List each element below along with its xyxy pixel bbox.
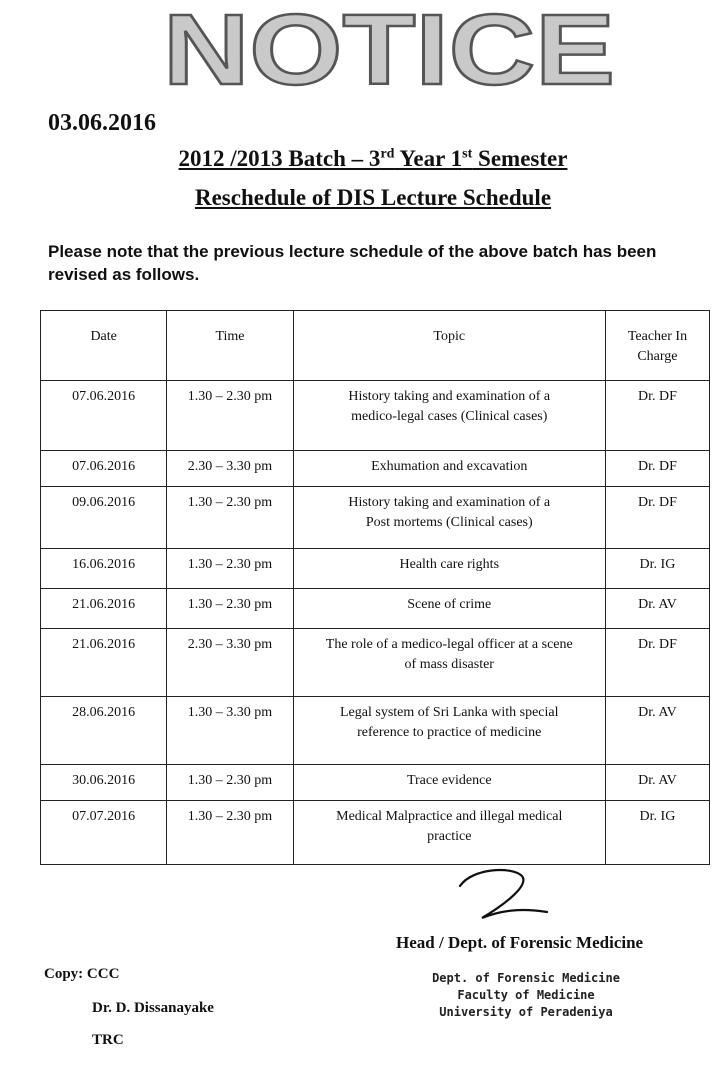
row-time	[167, 381, 293, 451]
row-topic	[293, 801, 605, 865]
row-date-text: 28.06.2016	[72, 705, 136, 720]
row-time-text: 1.30 – 2.30 pm	[187, 389, 273, 404]
row-time	[167, 801, 293, 865]
row-teacher	[605, 589, 709, 629]
row-teacher-text: Dr. AV	[638, 773, 677, 788]
header-teacher-line-2: Charge	[637, 349, 678, 364]
row-teacher-text: Dr. AV	[638, 705, 677, 720]
intro-line-2: revised as follows.	[48, 265, 200, 284]
row-date-text: 21.06.2016	[72, 597, 136, 612]
row-teacher	[605, 765, 709, 801]
copy-recipient-2: Dr. D. Dissanayake	[92, 1000, 214, 1016]
table-row	[41, 697, 710, 765]
row-topic	[293, 549, 605, 589]
table-row	[41, 451, 710, 487]
signature-mark	[452, 866, 562, 926]
row-teacher-text: Dr. DF	[637, 459, 677, 474]
stamp-line-3: University of Peradeniya	[439, 1005, 613, 1019]
copy-label: Copy: CCC	[44, 966, 120, 982]
batch-heading-text: 2012 /2013 Batch – 3	[178, 146, 381, 171]
row-date	[41, 451, 167, 487]
row-date	[41, 765, 167, 801]
row-topic	[293, 381, 605, 451]
row-time	[167, 487, 293, 549]
row-date-text: 09.06.2016	[72, 495, 136, 510]
row-teacher	[605, 697, 709, 765]
header-time: Time	[167, 311, 293, 381]
table-header-row	[41, 311, 710, 381]
row-teacher	[605, 451, 709, 487]
row-teacher	[605, 381, 709, 451]
header-date: Date	[41, 311, 167, 381]
heading-sup-rd: rd	[380, 146, 395, 162]
stamp-line-2: Faculty of Medicine	[457, 988, 595, 1002]
row-date	[41, 801, 167, 865]
row-date	[41, 549, 167, 589]
row-topic-line-1: History taking and examination of a	[348, 389, 551, 404]
row-teacher	[605, 629, 709, 697]
row-teacher-text: Dr. AV	[638, 597, 677, 612]
row-teacher-text: Dr. IG	[639, 809, 676, 824]
copy-recipient-3: TRC	[92, 1032, 124, 1048]
row-date	[41, 487, 167, 549]
row-topic	[293, 487, 605, 549]
row-topic-line-1: Health care rights	[399, 557, 500, 572]
lecture-schedule-table	[40, 310, 710, 865]
notice-banner	[158, 6, 620, 92]
row-time	[167, 549, 293, 589]
row-topic	[293, 765, 605, 801]
row-topic	[293, 697, 605, 765]
row-date-text: 07.07.2016	[72, 809, 136, 824]
row-date-text: 21.06.2016	[72, 637, 136, 652]
row-time	[167, 629, 293, 697]
department-stamp	[426, 970, 626, 1021]
row-topic-line-1: Legal system of Sri Lanka with special	[340, 705, 559, 720]
row-date-text: 07.06.2016	[72, 389, 136, 404]
row-topic-line-2: reference to practice of medicine	[357, 725, 542, 740]
row-teacher-text: Dr. DF	[637, 637, 677, 652]
table-row	[41, 381, 710, 451]
intro-paragraph	[48, 240, 688, 286]
header-teacher	[605, 311, 709, 381]
row-topic-line-1: Trace evidence	[406, 773, 492, 788]
row-topic-line-1: The role of a medico-legal officer at a scene	[325, 637, 573, 652]
row-topic-line-2: of mass disaster	[404, 657, 494, 672]
signatory-title: Head / Dept. of Forensic Medicine	[396, 933, 644, 952]
stamp-line-1: Dept. of Forensic Medicine	[432, 971, 620, 985]
table-row	[41, 487, 710, 549]
row-date-text: 16.06.2016	[72, 557, 136, 572]
row-topic-line-2: practice	[427, 829, 472, 844]
row-time	[167, 765, 293, 801]
row-topic-line-2: Post mortems (Clinical cases)	[365, 515, 533, 530]
row-time-text: 1.30 – 2.30 pm	[187, 809, 273, 824]
row-topic-line-1: History taking and examination of a	[348, 495, 551, 510]
row-topic	[293, 451, 605, 487]
table-row	[41, 765, 710, 801]
row-time-text: 1.30 – 2.30 pm	[187, 495, 273, 510]
row-teacher	[605, 487, 709, 549]
row-time	[167, 589, 293, 629]
row-date	[41, 589, 167, 629]
header-topic: Topic	[293, 311, 605, 381]
row-time-text: 1.30 – 3.30 pm	[187, 705, 273, 720]
table-row	[41, 629, 710, 697]
batch-heading	[0, 146, 726, 172]
row-time-text: 1.30 – 2.30 pm	[187, 557, 273, 572]
notice-banner-title: NOTICE	[163, 6, 615, 92]
notice-date: 03.06.2016	[48, 110, 156, 136]
row-topic-line-1: Exhumation and excavation	[371, 459, 528, 474]
row-time-text: 1.30 – 2.30 pm	[187, 597, 273, 612]
row-time-text: 1.30 – 2.30 pm	[187, 773, 273, 788]
row-topic	[293, 589, 605, 629]
header-teacher-line-1: Teacher In	[627, 329, 688, 344]
row-time	[167, 451, 293, 487]
row-teacher	[605, 549, 709, 589]
notice-banner-graphic	[158, 6, 620, 92]
row-time-text: 2.30 – 3.30 pm	[187, 459, 273, 474]
heading-sup-st: st	[462, 146, 473, 162]
row-topic-line-1: Scene of crime	[407, 597, 492, 612]
table-row	[41, 549, 710, 589]
row-teacher-text: Dr. DF	[637, 495, 677, 510]
row-topic-line-2: medico-legal cases (Clinical cases)	[351, 409, 548, 424]
row-teacher-text: Dr. DF	[637, 389, 677, 404]
batch-heading-semester: Semester	[472, 146, 568, 171]
row-time	[167, 697, 293, 765]
batch-heading-year: Year 1	[394, 146, 463, 171]
row-date	[41, 697, 167, 765]
table-row	[41, 801, 710, 865]
intro-line-1: Please note that the previous lecture schedule of the above batch has been	[48, 242, 657, 261]
row-date-text: 30.06.2016	[72, 773, 136, 788]
schedule-heading: Reschedule of DIS Lecture Schedule	[194, 185, 552, 210]
row-date	[41, 629, 167, 697]
row-date-text: 07.06.2016	[72, 459, 136, 474]
row-teacher	[605, 801, 709, 865]
table-row	[41, 589, 710, 629]
row-time-text: 2.30 – 3.30 pm	[187, 637, 273, 652]
row-teacher-text: Dr. IG	[639, 557, 676, 572]
row-topic-line-1: Medical Malpractice and illegal medical	[336, 809, 563, 824]
row-topic	[293, 629, 605, 697]
row-date	[41, 381, 167, 451]
